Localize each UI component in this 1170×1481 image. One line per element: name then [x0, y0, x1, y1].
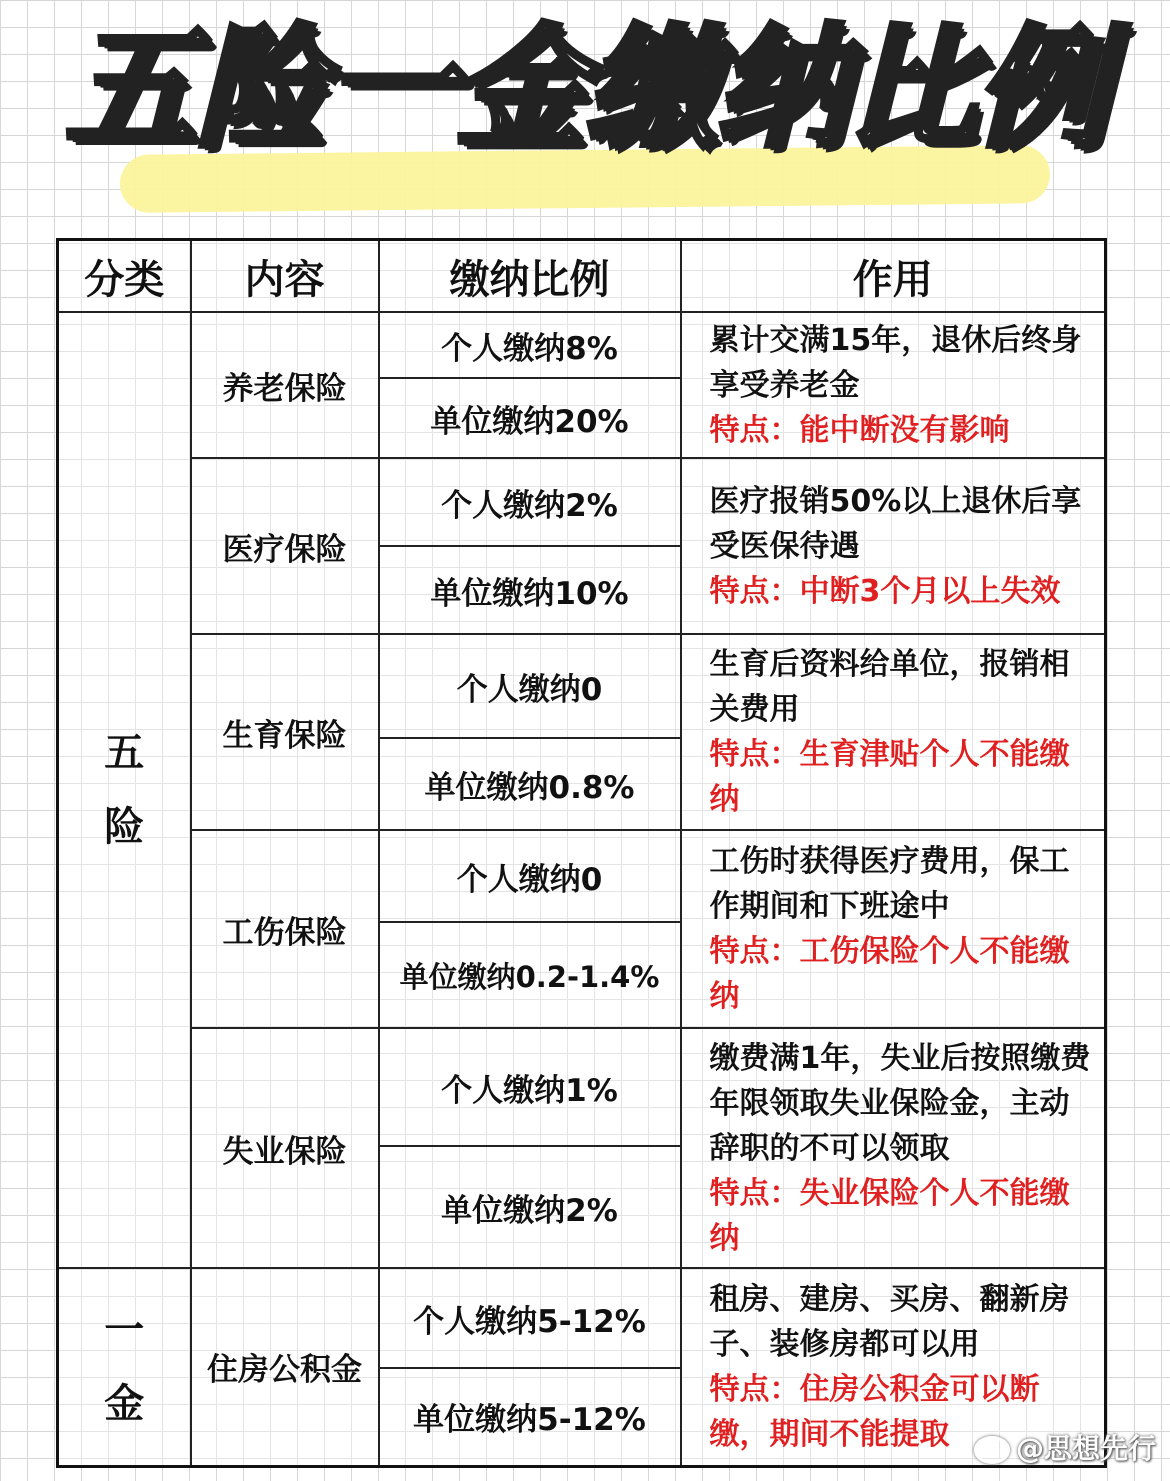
feature-note: 特点：生育津贴个人不能缴纳: [709, 737, 1070, 817]
weibo-icon: [974, 1436, 1010, 1464]
content-cell: 失业保险: [191, 1028, 379, 1268]
table-row: [58, 1268, 1106, 1368]
effect-text: 工伤时获得医疗费用，保工作期间和下班途中: [709, 844, 1070, 924]
employer-rate: 单位缴纳2%: [379, 1146, 681, 1268]
employer-rate: 单位缴纳20%: [379, 378, 681, 458]
header-rate: 缴纳比例: [379, 240, 681, 313]
watermark: [974, 1427, 1156, 1467]
effect-cell: [681, 634, 1106, 830]
header-category: 分类: [58, 240, 191, 313]
table-row: [58, 1028, 1106, 1146]
effect-cell: [681, 830, 1106, 1028]
table-row: [58, 634, 1106, 738]
content-cell: 住房公积金: [191, 1268, 379, 1466]
employer-rate: 单位缴纳10%: [379, 546, 681, 634]
insurance-table: [56, 238, 1107, 1468]
effect-text: 医疗报销50%以上退休后享受医保待遇: [709, 483, 1082, 564]
page-title: 五险一金缴纳比例: [65, 12, 1105, 166]
employer-rate: 单位缴纳5-12%: [379, 1368, 681, 1466]
personal-rate: 个人缴纳8%: [379, 312, 681, 378]
personal-rate: 个人缴纳0: [379, 830, 681, 922]
effect-text: 缴费满1年，失业后按照缴费年限领取失业保险金，主动辞职的不可以领取: [709, 1040, 1091, 1166]
feature-note: 特点：失业保险个人不能缴纳: [709, 1175, 1070, 1256]
employer-rate: 单位缴纳0.8%: [379, 738, 681, 830]
employer-rate: 单位缴纳0.2-1.4%: [379, 922, 681, 1028]
content-cell: 医疗保险: [191, 458, 379, 634]
personal-rate: 个人缴纳0: [379, 634, 681, 738]
feature-note: 特点：中断3个月以上失效: [709, 573, 1061, 609]
content-cell: 养老保险: [191, 312, 379, 458]
effect-cell: [681, 458, 1106, 634]
feature-note: 特点：能中断没有影响: [709, 412, 1010, 448]
category-one-fund: 一 金: [58, 1268, 191, 1466]
effect-text: 生育后资料给单位，报销相关费用: [709, 647, 1070, 727]
effect-cell: [681, 312, 1106, 458]
personal-rate: 个人缴纳2%: [379, 458, 681, 546]
effect-text: 累计交满15年，退休后终身享受养老金: [709, 322, 1082, 403]
personal-rate: 个人缴纳5-12%: [379, 1268, 681, 1368]
effect-text: 租房、建房、买房、翻新房子、装修房都可以用: [709, 1281, 1070, 1362]
watermark-text: @思想先行: [1015, 1432, 1156, 1465]
category-five-insurances: 五 险: [58, 312, 191, 1268]
table-row: [58, 312, 1106, 378]
personal-rate: 个人缴纳1%: [379, 1028, 681, 1146]
table-row: [58, 458, 1106, 546]
header-effect: 作用: [681, 240, 1106, 313]
feature-note: 特点：住房公积金可以断缴，期间不能提取: [709, 1371, 1040, 1452]
feature-note: 特点：工伤保险个人不能缴纳: [709, 934, 1070, 1014]
header-row: [58, 240, 1106, 313]
title-area: [0, 0, 1170, 230]
content-cell: 生育保险: [191, 634, 379, 830]
content-cell: 工伤保险: [191, 830, 379, 1028]
effect-cell: [681, 1028, 1106, 1268]
header-content: 内容: [191, 240, 379, 313]
table-row: [58, 830, 1106, 922]
